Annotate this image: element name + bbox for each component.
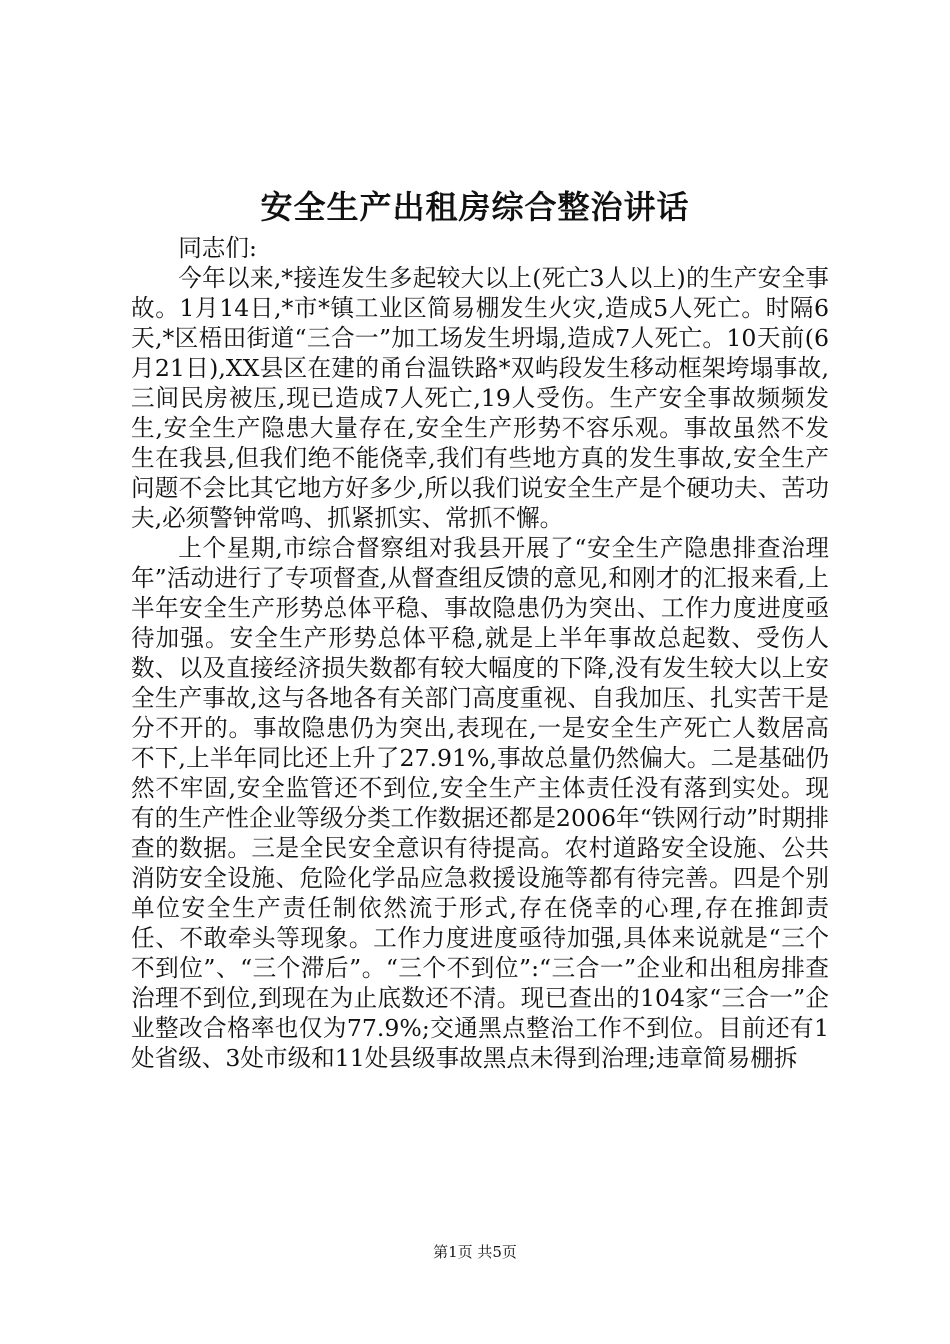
page-footer: 第1页 共5页 bbox=[433, 1243, 517, 1261]
paragraph-2: 上个星期,市综合督察组对我县开展了“安全生产隐患排查治理年”活动进行了专项督查,从督查组反馈的意见,和刚才的汇报来看,上半年安全生产形势总体平稳、事故隐患仍为突出、工作力度进度亟待加强。安全生产形势总体平稳,就是上半年事故总起数、受伤人数、以及直接经济损失数都有较大幅度的下降,没有发生较大以上安全生产事故,这与各地各有关部门高度重视、自我加压、扎实苦干是分不开的。事故隐患仍为突出,表现在,一是安全生产死亡人数居高不下,上半年同比还上升了27.91%,事故总量仍然偏大。二是基础仍然不牢固,安全监管还不到位,安全生产主体责任没有落到实处。现有的生产性企业等级分类工作数据还都是2006年“铁网行动”时期排查的数据。三是全民安全意识有待提高。农村道路安全设施、公共消防安全设施、危险化学品应急救援设施等都有待完善。四是个别单位安全生产责任制依然流于形式,存在侥幸的心理,存在推卸责任、不敢牵头等现象。工作力度进度亟待加强,具体来说就是“三个不到位”、“三个滞后”。“三个不到位”:“三合一”企业和出租房排查治理不到位,到现在为止底数还不清。现已查出的104家“三合一”企业整改合格率也仅为77.9%;交通黑点整治工作不到位。目前还有1处省级、3处市级和11处县级事故黑点未得到治理;违章简易棚拆 bbox=[131, 534, 829, 1072]
document-title: 安全生产出租房综合整治讲话 bbox=[260, 188, 690, 226]
document-body bbox=[131, 233, 829, 1073]
greeting: 同志们: bbox=[178, 234, 257, 262]
paragraph-1: 今年以来,*接连发生多起较大以上(死亡3人以上)的生产安全事故。1月14日,*市*镇工业区简易棚发生火灾,造成5人死亡。时隔6天,*区梧田街道“三合一”加工场发生坍塌,造成7人死亡。10天前(6月21日),XX县区在建的甬台温铁路*双屿段发生移动框架垮塌事故,三间民房被压,现已造成7人死亡,19人受伤。生产安全事故频频发生,安全生产隐患大量存在,安全生产形势不容乐观。事故虽然不发生在我县,但我们绝不能侥幸,我们有些地方真的发生事故,安全生产问题不会比其它地方好多少,所以我们说安全生产是个硬功夫、苦功夫,必须警钟常鸣、抓紧抓实、常抓不懈。 bbox=[131, 264, 829, 532]
